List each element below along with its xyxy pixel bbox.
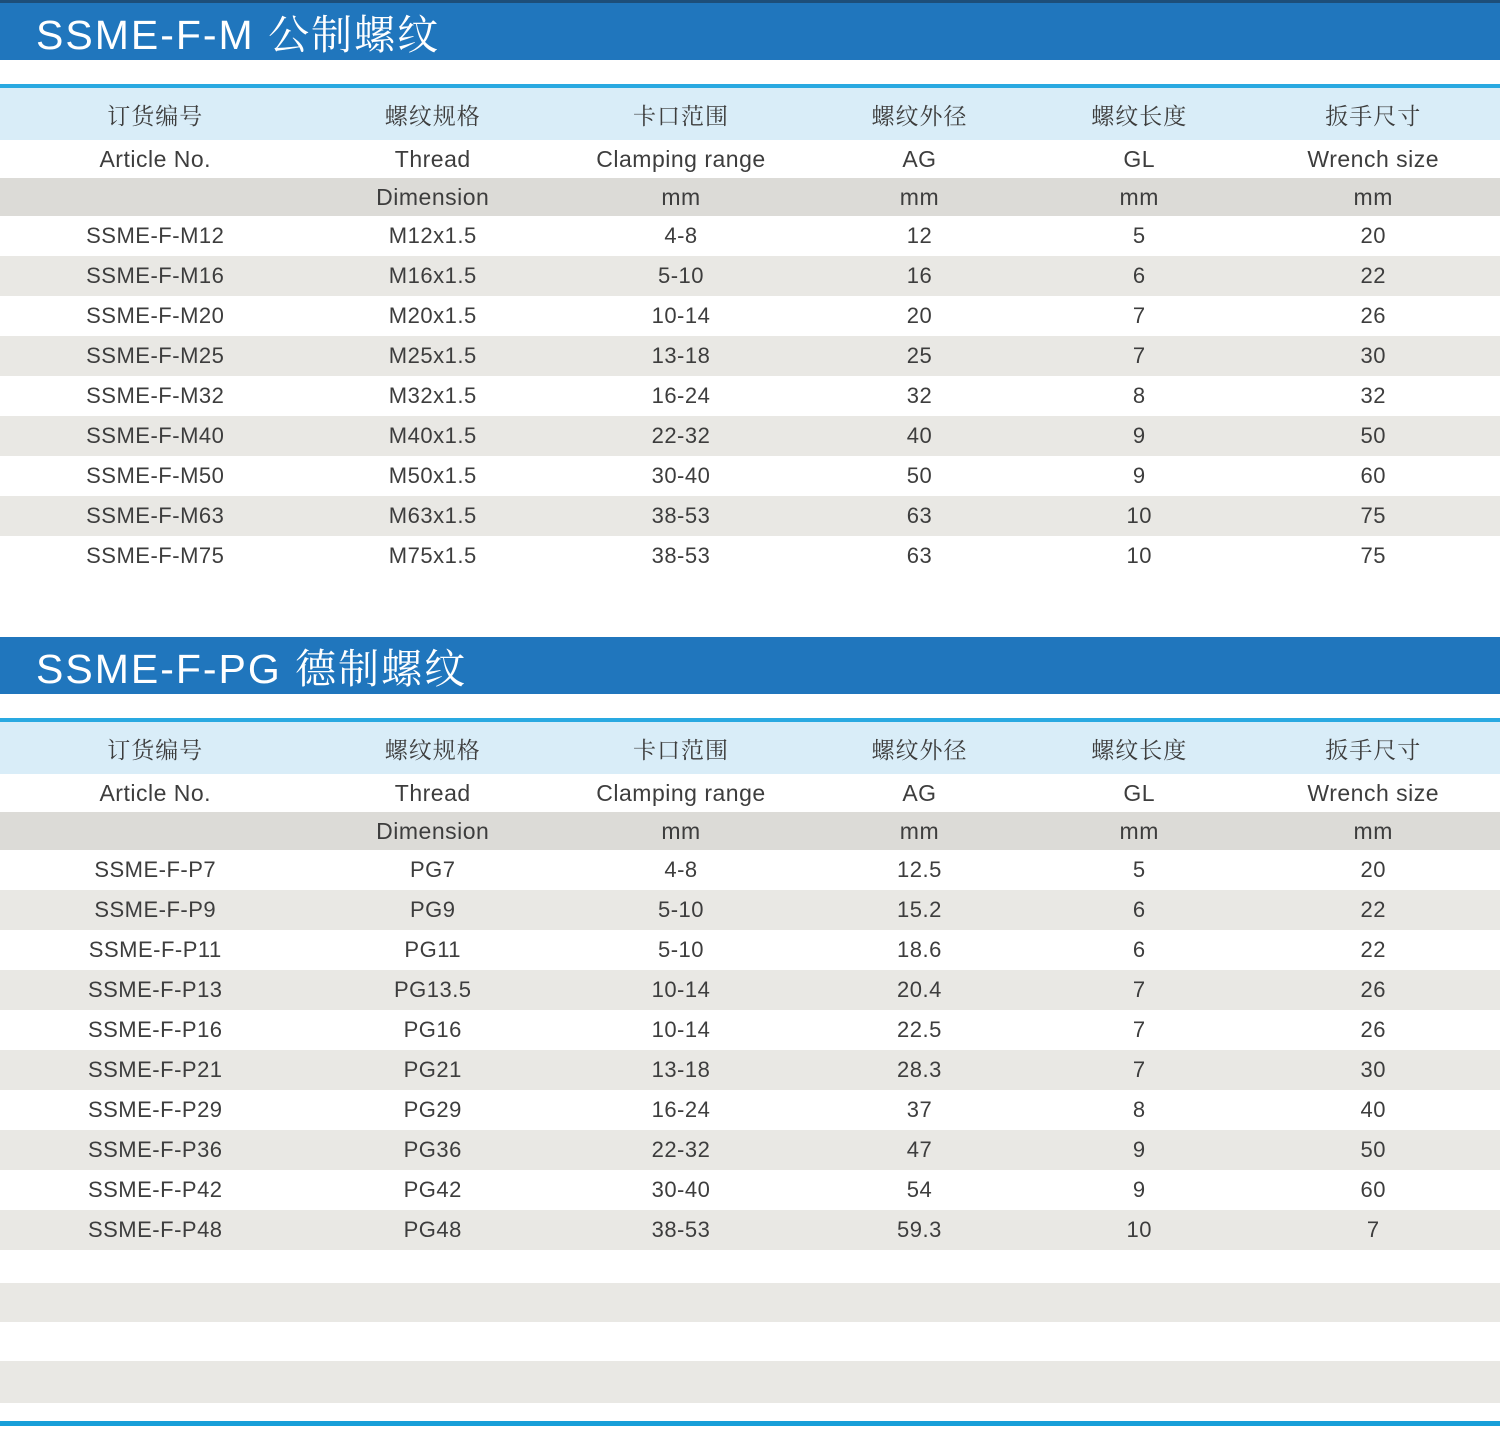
table-cell: 40 (906, 423, 933, 448)
table-cell: 16 (906, 263, 933, 288)
empty-stripe-row (0, 1361, 1500, 1403)
table-cell: SSME-F-P48 (87, 1217, 223, 1242)
table-row (0, 376, 1500, 416)
column-header-cn: 卡口范围 (632, 102, 729, 129)
table-cell: 30-40 (651, 463, 711, 488)
table-cell: M12x1.5 (388, 223, 477, 248)
table-cell: 60 (1360, 1177, 1386, 1202)
table-cell: M25x1.5 (388, 343, 477, 368)
table-cell: 22 (1360, 263, 1386, 288)
table-cell: SSME-F-P13 (87, 977, 223, 1002)
table-cell: 50 (906, 463, 933, 488)
table-row (0, 216, 1500, 256)
table-cell: M32x1.5 (388, 383, 477, 408)
column-header-en: Wrench size (1307, 779, 1440, 806)
column-header-en: Thread (394, 145, 471, 172)
table-cell: 22.5 (897, 1017, 942, 1042)
table-cell: 5 (1132, 223, 1146, 248)
table-cell: 26 (1360, 1017, 1386, 1042)
table-cell: 59.3 (897, 1217, 942, 1242)
table-cell: 10 (1126, 1217, 1152, 1242)
table-cell: 10-14 (651, 303, 711, 328)
table-cell: M75x1.5 (388, 543, 477, 568)
table-cell: PG13.5 (393, 977, 472, 1002)
table-cell: PG11 (404, 937, 462, 962)
metric-header-row-en (0, 140, 1500, 178)
table-cell: 9 (1132, 423, 1146, 448)
spacer (0, 576, 1500, 637)
table-cell: 7 (1132, 343, 1146, 368)
table-cell: PG16 (403, 1017, 462, 1042)
table-row (0, 416, 1500, 456)
table-cell: 22-32 (651, 423, 711, 448)
table-cell: 4-8 (664, 223, 698, 248)
table-cell: 6 (1132, 263, 1146, 288)
table-cell: 16-24 (651, 1097, 711, 1122)
empty-stripe-row (0, 1283, 1500, 1322)
table-cell: 47 (906, 1137, 933, 1162)
table-cell: 12 (906, 223, 933, 248)
table-cell: 25 (906, 343, 933, 368)
column-header-unit: mm (1353, 817, 1393, 844)
table-cell: 7 (1366, 1217, 1380, 1242)
table-cell: 32 (1360, 383, 1386, 408)
table-cell: 50 (1360, 1137, 1386, 1162)
table-cell: 9 (1132, 1177, 1146, 1202)
pg-section-title: SSME-F-PG 德制螺纹 (36, 646, 468, 692)
table-cell: 26 (1360, 303, 1386, 328)
column-header-cn: 订货编号 (107, 102, 204, 129)
metric-header-row-unit (0, 178, 1500, 216)
table-cell: 20 (1360, 857, 1386, 882)
table-cell: PG42 (403, 1177, 462, 1202)
column-header-cn: 螺纹外径 (871, 102, 968, 129)
table-cell: 5-10 (657, 897, 704, 922)
table-cell: 60 (1360, 463, 1386, 488)
bottom-area (0, 1250, 1500, 1426)
column-header-en: Clamping range (596, 779, 766, 806)
table-cell: 8 (1132, 1097, 1146, 1122)
table-cell: 6 (1132, 937, 1146, 962)
column-header-cn: 螺纹长度 (1091, 736, 1188, 763)
pg-header-row-en (0, 774, 1500, 812)
column-header-cn: 扳手尺寸 (1325, 102, 1422, 129)
table-cell: SSME-F-P21 (87, 1057, 223, 1082)
column-header-unit: mm (1119, 817, 1159, 844)
table-row (0, 256, 1500, 296)
table-cell: M16x1.5 (388, 263, 477, 288)
table-cell: PG7 (409, 857, 456, 882)
table-row (0, 1210, 1500, 1250)
column-header-en: Thread (394, 779, 471, 806)
column-header-cn: 扳手尺寸 (1325, 736, 1422, 763)
table-cell: 37 (906, 1097, 933, 1122)
table-cell: 38-53 (651, 543, 711, 568)
metric-section-banner (0, 3, 1500, 60)
column-header-cn: 螺纹规格 (384, 736, 481, 763)
table-cell: 7 (1132, 303, 1146, 328)
table-cell: SSME-F-P11 (88, 937, 222, 962)
table-cell: SSME-F-M63 (86, 503, 225, 528)
table-row (0, 1130, 1500, 1170)
table-row (0, 890, 1500, 930)
spacer (0, 1250, 1500, 1283)
column-header-cn: 螺纹规格 (384, 102, 481, 129)
column-header-unit: mm (1353, 183, 1393, 210)
pg-table-body (0, 850, 1500, 1250)
table-cell: 20 (906, 303, 933, 328)
table-cell: SSME-F-M16 (86, 263, 225, 288)
table-cell: 63 (906, 543, 933, 568)
table-row (0, 496, 1500, 536)
column-header-en: GL (1123, 779, 1156, 806)
column-header-en: AG (902, 145, 937, 172)
table-cell: 13-18 (651, 343, 711, 368)
column-header-unit: mm (899, 817, 940, 844)
table-cell: 18.6 (897, 937, 942, 962)
table-cell: 8 (1132, 383, 1146, 408)
table-cell: SSME-F-M50 (86, 463, 225, 488)
table-row (0, 970, 1500, 1010)
metric-header-row-cn (0, 88, 1500, 140)
table-cell: 6 (1132, 897, 1146, 922)
table-cell: 63 (906, 503, 933, 528)
spacer (0, 60, 1500, 84)
table-cell: M63x1.5 (388, 503, 477, 528)
pg-header-row-cn (0, 722, 1500, 774)
table-cell: 38-53 (651, 1217, 711, 1242)
table-cell: 7 (1132, 1057, 1146, 1082)
table-cell: 16-24 (651, 383, 711, 408)
table-cell: SSME-F-P16 (87, 1017, 223, 1042)
spacer (0, 694, 1500, 718)
table-cell: 50 (1360, 423, 1386, 448)
table-row (0, 1010, 1500, 1050)
table-cell: 20.4 (897, 977, 942, 1002)
column-header-unit: Dimension (376, 817, 490, 844)
table-cell: SSME-F-M40 (86, 423, 225, 448)
column-header-en: GL (1123, 145, 1156, 172)
table-cell: 30 (1360, 1057, 1386, 1082)
table-row (0, 456, 1500, 496)
table-cell: M20x1.5 (388, 303, 477, 328)
column-header-cn: 螺纹长度 (1091, 102, 1188, 129)
table-cell: 75 (1360, 543, 1386, 568)
table-cell: SSME-F-P36 (87, 1137, 223, 1162)
table-cell: SSME-F-M20 (86, 303, 225, 328)
table-cell: 22 (1360, 897, 1386, 922)
column-header-en: Clamping range (596, 145, 766, 172)
metric-table-body (0, 216, 1500, 576)
spacer (0, 1403, 1500, 1421)
table-cell: 28.3 (897, 1057, 942, 1082)
table-cell: SSME-F-P7 (94, 857, 217, 882)
table-cell: 26 (1360, 977, 1386, 1002)
table-cell: M50x1.5 (388, 463, 477, 488)
table-cell: SSME-F-M32 (86, 383, 225, 408)
column-header-en: AG (902, 779, 937, 806)
pg-header-row-unit (0, 812, 1500, 850)
table-cell: SSME-F-P42 (87, 1177, 223, 1202)
table-row (0, 1170, 1500, 1210)
table-cell: 15.2 (897, 897, 942, 922)
table-cell: 10 (1126, 543, 1152, 568)
table-cell: 9 (1132, 463, 1146, 488)
table-cell: 7 (1132, 977, 1146, 1002)
column-header-unit: Dimension (376, 183, 490, 210)
table-cell: 32 (906, 383, 933, 408)
table-row (0, 1050, 1500, 1090)
table-cell: PG9 (409, 897, 456, 922)
column-header-en: Wrench size (1307, 145, 1440, 172)
table-cell: PG21 (403, 1057, 462, 1082)
table-cell: 5-10 (657, 937, 704, 962)
column-header-unit: mm (661, 183, 701, 210)
metric-section-title: SSME-F-M 公制螺纹 (36, 12, 441, 58)
table-cell: 9 (1132, 1137, 1146, 1162)
table-cell: 75 (1360, 503, 1386, 528)
table-cell: 20 (1360, 223, 1386, 248)
column-header-unit: mm (899, 183, 940, 210)
table-row (0, 1090, 1500, 1130)
table-cell: PG48 (403, 1217, 462, 1242)
footer-rule (0, 1421, 1500, 1426)
table-cell: 54 (906, 1177, 933, 1202)
column-header-cn: 订货编号 (107, 736, 204, 763)
table-row (0, 930, 1500, 970)
table-cell: M40x1.5 (388, 423, 477, 448)
column-header-cn: 螺纹外径 (871, 736, 968, 763)
table-cell: 5-10 (657, 263, 704, 288)
table-cell: 40 (1360, 1097, 1386, 1122)
table-cell: 5 (1132, 857, 1146, 882)
table-cell: 30-40 (651, 1177, 711, 1202)
table-cell: SSME-F-P29 (87, 1097, 223, 1122)
column-header-en: Article No. (99, 145, 212, 172)
table-row (0, 336, 1500, 376)
table-cell: 10-14 (651, 1017, 711, 1042)
table-cell: 30 (1360, 343, 1386, 368)
column-header-unit: mm (661, 817, 701, 844)
column-header-unit: mm (1119, 183, 1159, 210)
table-cell: 38-53 (651, 503, 711, 528)
table-row (0, 296, 1500, 336)
table-row (0, 536, 1500, 576)
table-cell: 10-14 (651, 977, 711, 1002)
table-cell: 22 (1360, 937, 1386, 962)
column-header-en: Article No. (99, 779, 212, 806)
table-cell: 4-8 (664, 857, 698, 882)
table-cell: PG29 (403, 1097, 462, 1122)
table-row (0, 850, 1500, 890)
table-cell: SSME-F-M75 (86, 543, 225, 568)
pg-section-banner (0, 637, 1500, 694)
table-cell: SSME-F-M25 (86, 343, 225, 368)
table-cell: PG36 (403, 1137, 462, 1162)
table-cell: SSME-F-P9 (94, 897, 217, 922)
column-header-cn: 卡口范围 (632, 736, 729, 763)
table-cell: 13-18 (651, 1057, 711, 1082)
table-cell: SSME-F-M12 (86, 223, 225, 248)
table-cell: 7 (1132, 1017, 1146, 1042)
table-cell: 10 (1126, 503, 1152, 528)
spacer (0, 1322, 1500, 1361)
table-cell: 22-32 (651, 1137, 711, 1162)
table-cell: 12.5 (897, 857, 942, 882)
